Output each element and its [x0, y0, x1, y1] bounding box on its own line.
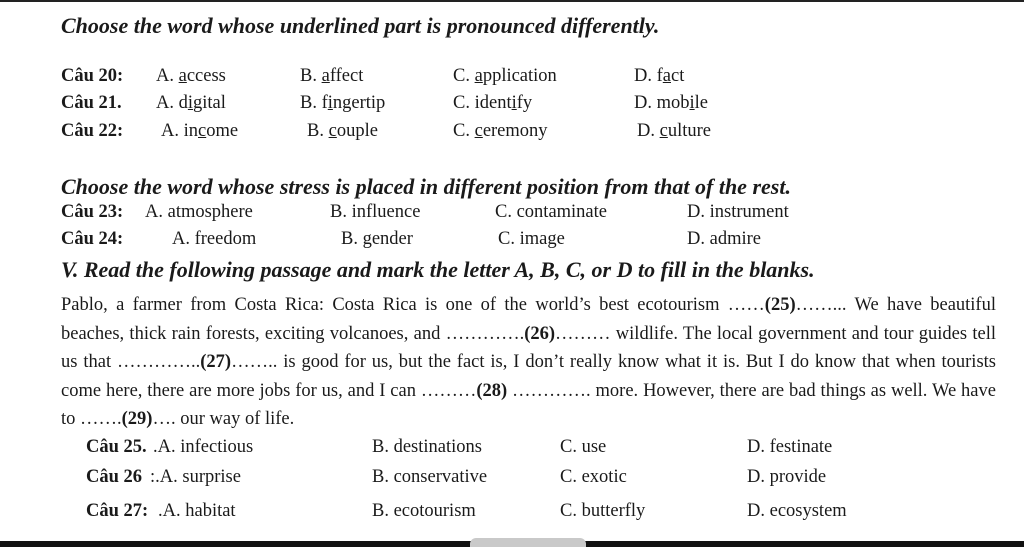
option-a: A. freedom	[172, 229, 257, 249]
question-20	[0, 66, 1024, 90]
question-number: Câu 27:	[86, 501, 149, 521]
option-c: C. image	[498, 229, 565, 249]
option-a: A. digital	[156, 93, 226, 113]
top-border	[0, 0, 1024, 2]
option-c: C. contaminate	[495, 202, 607, 222]
option-d: D. provide	[747, 467, 827, 487]
question-number: Câu 22:	[61, 121, 124, 141]
question-26	[0, 467, 1024, 491]
option-c: C. application	[453, 66, 557, 86]
stress-title: Choose the word whose stress is placed in different position from that of the rest.	[61, 174, 791, 199]
blank-28: (28)	[476, 380, 508, 401]
question-21	[0, 93, 1024, 117]
passage-title: V. Read the following passage and mark the letter A, B, C, or D to fill in the blanks.	[61, 257, 815, 282]
option-b: B. affect	[300, 66, 364, 86]
option-b: B. influence	[330, 202, 421, 222]
question-25	[0, 437, 1024, 461]
option-a: A. atmosphere	[145, 202, 253, 222]
question-number: Câu 26	[86, 467, 143, 487]
option-d: D. instrument	[687, 202, 789, 222]
option-a: .A. infectious	[153, 437, 254, 457]
reading-passage: Pablo, a farmer from Costa Rica: Costa Rica is one of the world’s best ecotourism ……(25)……... We have beautiful beaches, thick rain forests, exciting volcanoes, and ………….(26)……… wildlife. The local government and tour guides tell us that …………..(27)…….. is good for us, but the fact is, I don’t really know what it is. But I do know that when tourists come here, there are more jobs for us, and I can ………(28) …………. more. However, there are bad things as well. We have to …….(29)…. our way of life.	[61, 295, 996, 429]
option-a: .A. habitat	[158, 501, 236, 521]
option-b: B. fingertip	[300, 93, 386, 113]
blank-26: (26)	[524, 323, 556, 344]
option-c: C. identify	[453, 93, 533, 113]
option-b: B. destinations	[372, 437, 482, 457]
question-number: Câu 24:	[61, 229, 124, 249]
option-c: C. ceremony	[453, 121, 548, 141]
option-d: D. culture	[637, 121, 711, 141]
option-d: D. admire	[687, 229, 761, 249]
question-23	[0, 202, 1024, 226]
blank-25: (25)	[764, 295, 796, 315]
pronunciation-title: Choose the word whose underlined part is pronounced differently.	[61, 13, 660, 38]
question-22	[0, 121, 1024, 145]
question-number: Câu 25.	[86, 437, 147, 457]
question-number: Câu 21.	[61, 93, 122, 113]
option-c: C. exotic	[560, 467, 627, 487]
option-b: B. conservative	[372, 467, 488, 487]
option-a: :.A. surprise	[150, 467, 241, 487]
option-d: D. festinate	[747, 437, 833, 457]
option-d: D. fact	[634, 66, 685, 86]
question-number: Câu 23:	[61, 202, 124, 222]
option-a: A. income	[161, 121, 239, 141]
blank-29: (29)	[121, 409, 153, 429]
option-b: B. ecotourism	[372, 501, 476, 521]
question-number: Câu 20:	[61, 66, 124, 86]
option-d: D. mobile	[634, 93, 708, 113]
question-24	[0, 229, 1024, 253]
option-c: C. use	[560, 437, 607, 457]
option-b: B. couple	[307, 121, 378, 141]
option-b: B. gender	[341, 229, 413, 249]
scroll-handle[interactable]	[470, 538, 586, 547]
question-27	[0, 501, 1024, 525]
option-d: D. ecosystem	[747, 501, 847, 521]
option-a: A. access	[156, 66, 226, 86]
blank-27: (27)	[200, 352, 232, 372]
option-c: C. butterfly	[560, 501, 646, 521]
